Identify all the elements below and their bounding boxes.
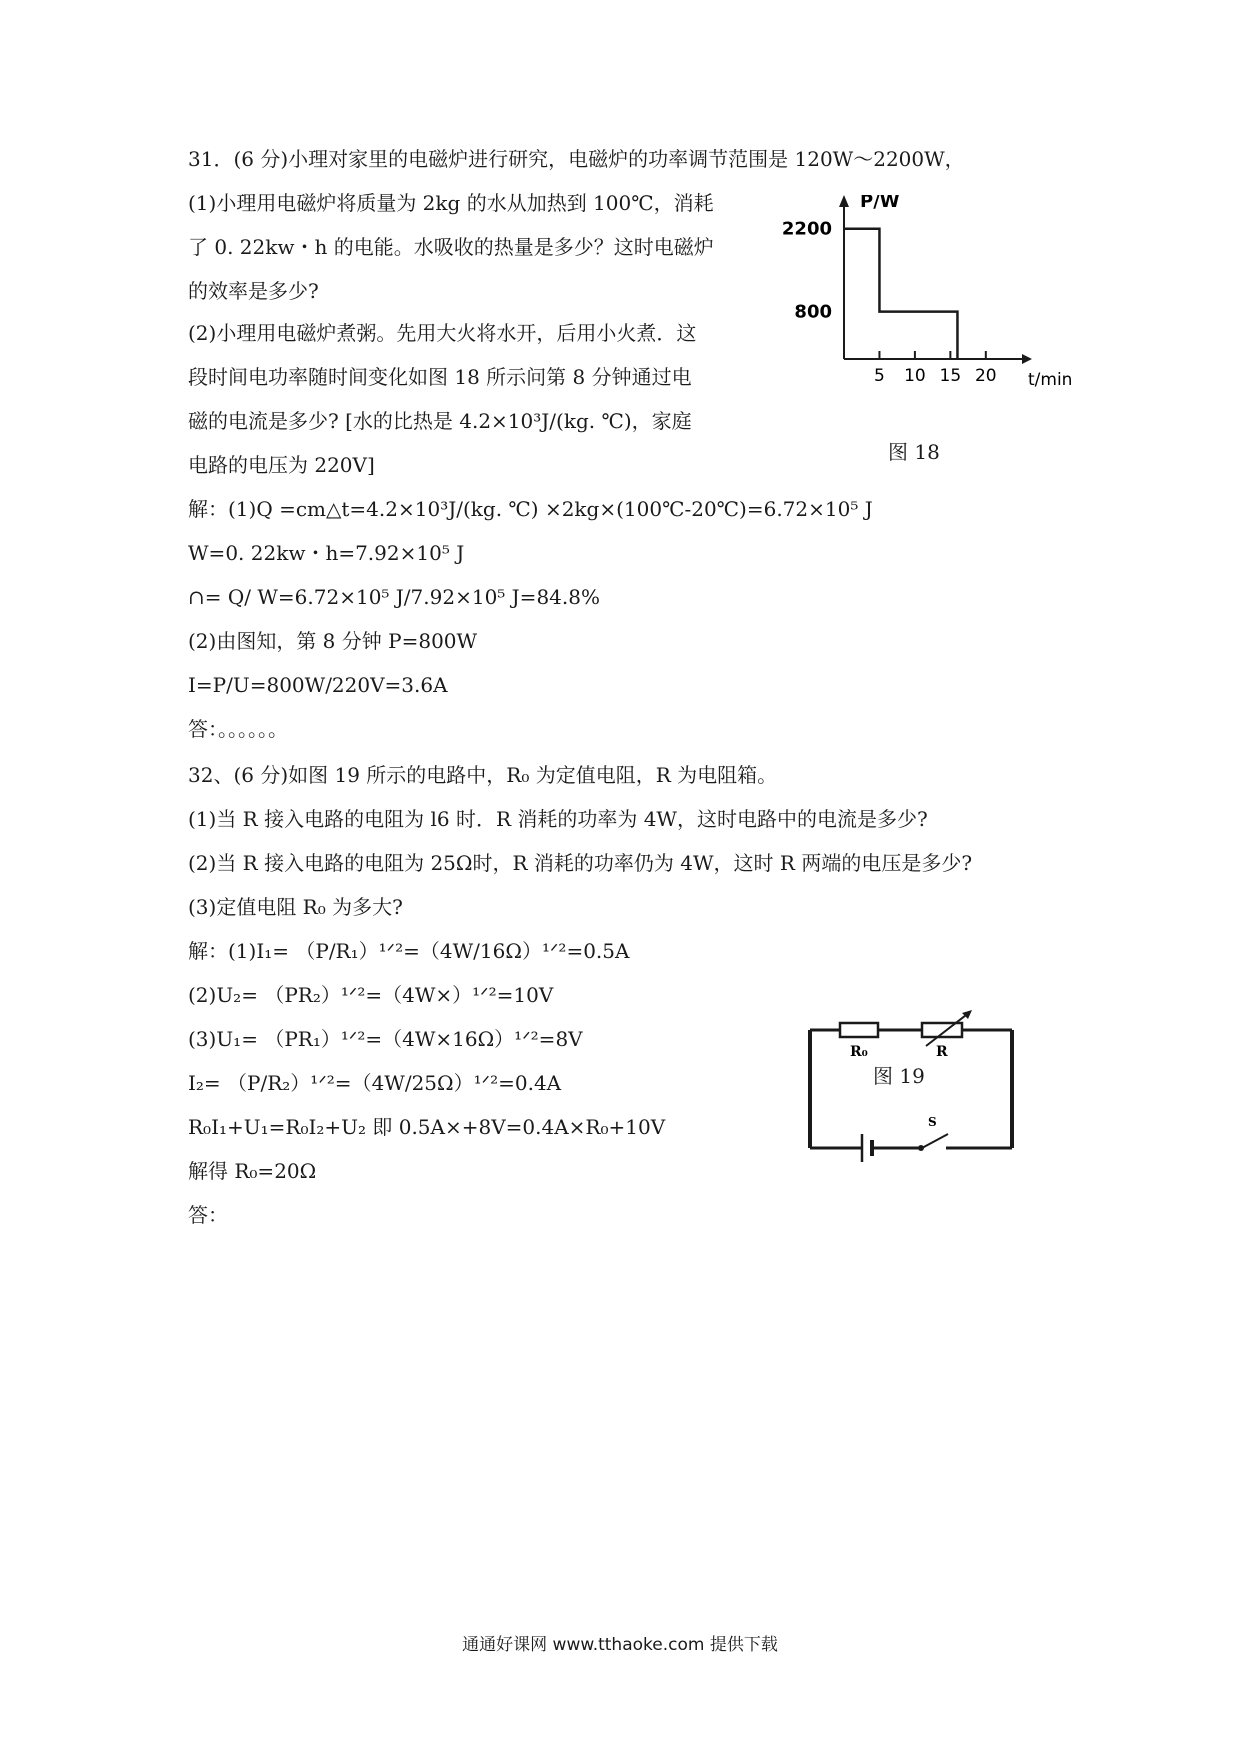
y-axis-label: P/W [860,195,900,212]
x-tick-label: 15 [939,366,962,386]
chart-ticks [782,219,997,386]
q32-solution-line5: R₀I₁+U₁=R₀I₂+U₂ 即 0.5A×+8V=0.4A×R₀+10V [188,1115,666,1139]
q31-part1-line2: 了 0. 22kw・h 的电能。水吸收的热量是多少？这时电磁炉 [188,235,714,259]
x-tick-label: 20 [974,366,997,386]
q31-solution-line3: ∩= Q/ W=6.72×10⁵ J/7.92×10⁵ J=84.8% [188,585,600,609]
x-axis-arrow [1022,354,1032,364]
chart-axes [839,195,1032,364]
q32-solution-line6: 解得 R₀=20Ω [188,1159,317,1183]
q31-part2-line1: (2)小理用电磁炉煮粥。先用大火将水开，后用小火煮．这 [188,321,697,345]
q31-solution-line4: (2)由图知，第 8 分钟 P=800W [188,629,478,653]
power-series-line [844,229,957,359]
q31-part1-line3: 的效率是多少? [188,279,319,303]
figure-19-circuit [800,1000,1020,1180]
q32-part1: (1)当 R 接入电路的电阻为 l6 时．R 消耗的功率为 4W，这时电路中的电流是多少? [188,807,928,831]
figure-18-chart [760,195,1080,405]
label-r: R [936,1044,948,1060]
label-r0: R₀ [850,1044,868,1060]
x-tick-label: 5 [874,366,885,386]
y-tick-label: 800 [794,301,832,323]
label-s: S [928,1115,937,1129]
q31-solution-line1: 解：(1)Q =cm△t=4.2×10³J/(kg. ℃) ×2kg×(100℃-20℃)=6.72×10⁵ J [188,497,873,521]
q31-part2-line2: 段时间电功率随时间变化如图 18 所示问第 8 分钟通过电 [188,365,692,389]
q31-title: 31．(6 分)小理对家里的电磁炉进行研究，电磁炉的功率调节范围是 120W～2200W， [188,147,965,171]
chart-series [844,229,957,359]
q32-answer: 答： [188,1203,228,1227]
y-axis-arrow [839,195,849,207]
figure-19-caption: 图 19 [873,1064,925,1088]
q31-part2-line4: 电路的电压为 220V] [188,453,375,477]
q32-solution-line2: (2)U₂= （PR₂）¹ᐟ²=（4W×）¹ᐟ²=10V [188,983,554,1007]
q31-part1-line1: (1)小理用电磁炉将质量为 2kg 的水从加热到 100℃，消耗 [188,191,714,215]
q32-title: 32、(6 分)如图 19 所示的电路中，R₀ 为定值电阻，R 为电阻箱。 [188,763,778,787]
q32-part2: (2)当 R 接入电路的电阻为 25Ω时，R 消耗的功率仍为 4W，这时 R 两端的电压是多少? [188,851,973,875]
y-tick-label: 2200 [781,218,832,240]
x-axis-label: t/min [1028,370,1073,390]
x-tick-label: 10 [904,366,926,386]
q31-solution-line5: I=P/U=800W/220V=3.6A [188,673,448,697]
q32-solution-line1: 解：(1)I₁= （P/R₁）¹ᐟ²=（4W/16Ω）¹ᐟ²=0.5A [188,939,630,963]
switch-lever [922,1134,948,1148]
switch-contact [918,1145,924,1151]
figure-18-caption: 图 18 [888,440,940,464]
q31-solution-line2: W=0. 22kw・h=7.92×10⁵ J [188,541,465,565]
q32-solution-line3: (3)U₁= （PR₁）¹ᐟ²=（4W×16Ω）¹ᐟ²=8V [188,1027,583,1051]
resistor-r0 [840,1023,878,1037]
q32-solution-line4: I₂= （P/R₂）¹ᐟ²=（4W/25Ω）¹ᐟ²=0.4A [188,1071,562,1095]
q31-answer: 答：。。。。。。 [188,717,288,741]
page-footer: 通通好课网 www.tthaoke.com 提供下载 [462,1635,778,1655]
q31-part2-line3: 磁的电流是多少? [水的比热是 4.2×10³J/(kg. ℃)，家庭 [188,409,692,433]
q32-part3: (3)定值电阻 R₀ 为多大? [188,895,403,919]
